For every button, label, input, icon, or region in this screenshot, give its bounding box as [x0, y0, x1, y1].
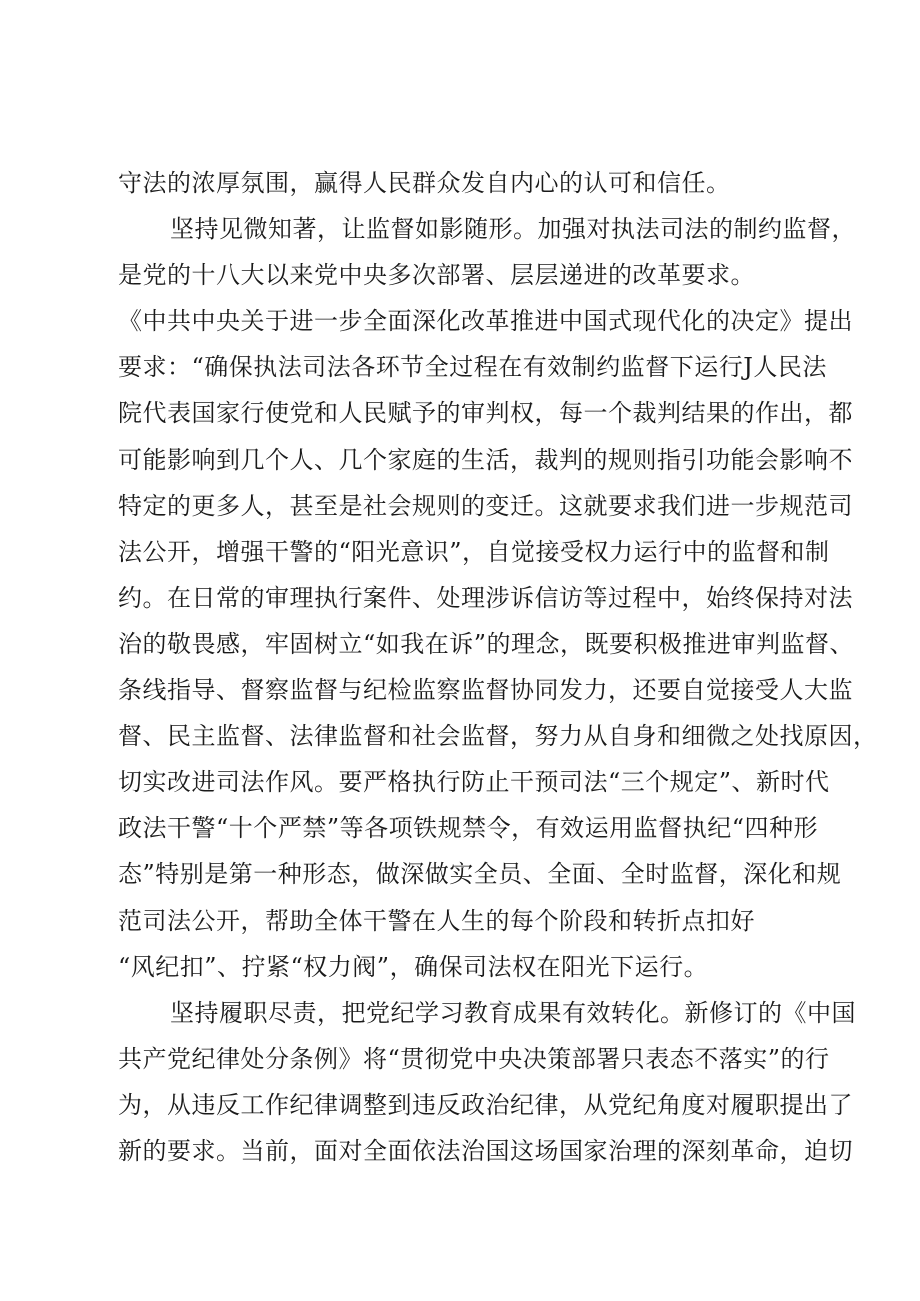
text-line: 要求：“确保执法司法各环节全过程在有效制约监督下运行J人民法	[118, 353, 827, 382]
text-line: 治的敬畏感，牢固树立“如我在诉”的理念，既要积极推进审判监督、	[118, 629, 855, 658]
text-line: 共产党纪律处分条例》将“贯彻党中央决策部署只表态不落实”的行	[118, 1044, 830, 1073]
text-line: 院代表国家行使党和人民赋予的审判权，每一个裁判结果的作出，都	[118, 399, 853, 428]
text-line: 政法干警“十个严禁”等各项铁规禁令，有效运用监督执纪“四种形	[118, 814, 818, 843]
text-line: 为，从违反工作纪律调整到违反政治纪律，从党纪角度对履职提出了	[118, 1090, 853, 1119]
text-line: 条线指导、督察监督与纪检监察监督协同发力，还要自觉接受人大监	[118, 676, 853, 705]
text-line: 守法的浓厚氛围，赢得人民群众发自内心的认可和信任。	[118, 169, 731, 197]
text-line: 坚持履职尽责，把党纪学习教育成果有效转化。新修订的《中国	[170, 998, 856, 1027]
text-line: 督、民主监督、法律监督和社会监督，努力从自身和细微之处找原因，	[118, 722, 878, 751]
text-line: 是党的十八大以来党中央多次部署、层层递进的改革要求。	[118, 261, 755, 290]
body-text	[118, 160, 878, 1174]
text-line: 《中共中央关于进一步全面深化改革推进中国式现代化的决定》提出	[118, 307, 853, 336]
text-line: “风纪扣”、拧紧“权力阀”，确保司法权在阳光下运行。	[118, 952, 709, 981]
text-line: 法公开，增强干警的“阳光意识”，自觉接受权力运行中的监督和制	[118, 537, 830, 566]
text-line: 约。在日常的审理执行案件、处理涉诉信访等过程中，始终保持对法	[118, 583, 853, 612]
text-line: 坚持见微知著，让监督如影随形。加强对执法司法的制约监督，	[170, 215, 856, 244]
text-line: 范司法公开，帮助全体干警在人生的每个阶段和转折点扣好	[118, 906, 755, 935]
text-line: 新的要求。当前，面对全面依法治国这场国家治理的深刻革命，迫切	[118, 1136, 853, 1165]
text-line: 态”特别是第一种形态，做深做实全员、全面、全时监督，深化和规	[118, 860, 842, 889]
text-line: 切实改进司法作风。要严格执行防止干预司法“三个规定”、新时代	[118, 768, 830, 797]
text-line: 可能影响到几个人、几个家庭的生活，裁判的规则指引功能会影响不	[118, 445, 853, 474]
text-line: 特定的更多人，甚至是社会规则的变迁。这就要求我们进一步规范司	[118, 491, 853, 520]
